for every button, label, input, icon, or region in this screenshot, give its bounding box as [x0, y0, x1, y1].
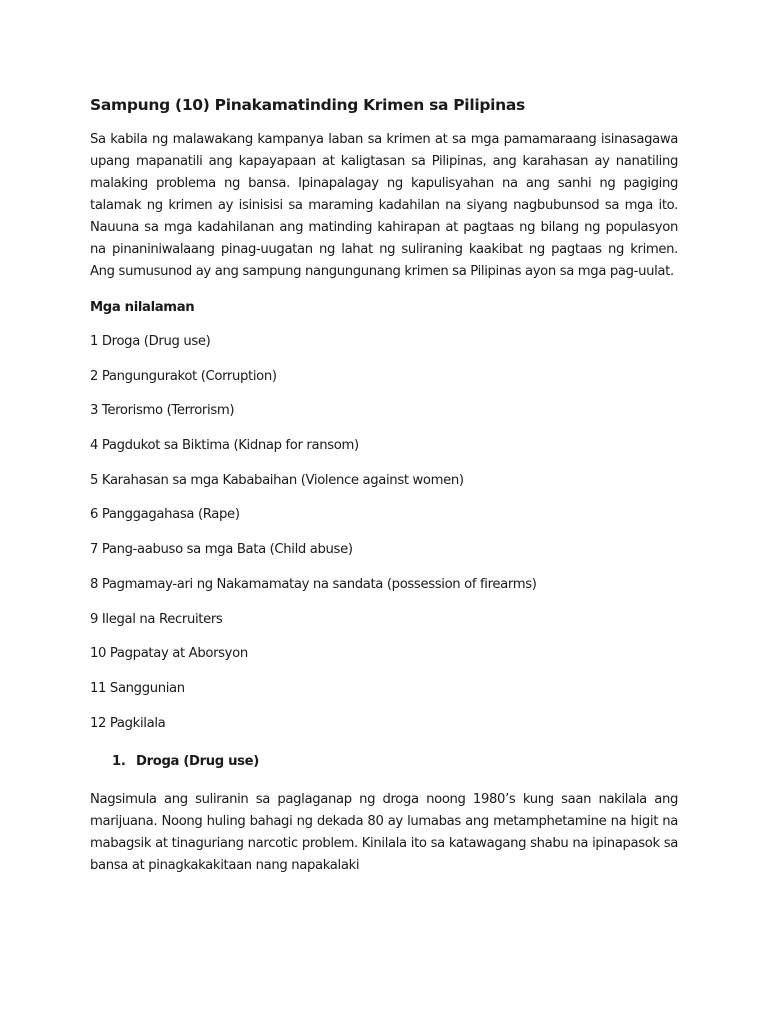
- toc-item: 11 Sanggunian: [90, 680, 185, 696]
- toc-item: 2 Pangungurakot (Corruption): [90, 368, 277, 384]
- toc-item: 5 Karahasan sa mga Kababaihan (Violence against women): [90, 472, 464, 488]
- toc-item: 8 Pagmamay-ari ng Nakamamatay na sandata (possession of firearms): [90, 576, 537, 592]
- toc-item: 10 Pagpatay at Aborsyon: [90, 646, 248, 662]
- document-page: [90, 94, 678, 877]
- toc-heading: Mga nilalaman: [90, 300, 195, 315]
- table-of-contents: [90, 331, 678, 735]
- toc-item: 3 Terorismo (Terrorism): [90, 403, 235, 419]
- section-paragraph: Nagsimula ang suliranin sa paglaganap ng droga noong 1980’s kung saan nakilala ang marijuana. Noong huling bahagi ng dekada 80 ay lumabas ang metamphetamine na higit na mabagsik at tinaguriang narcotic problem. Kinilala ito sa katawagang shabu na ipinapasok sa bansa at pinagkakakitaan nang napakalaki: [90, 791, 678, 873]
- intro-paragraph: Sa kabila ng malawakang kampanya laban sa krimen at sa mga pamamaraang isinasagawa upang mapanatili ang kapayapaan at kaligtasan sa Pilipinas, ang karahasan ay nanatiling malaking problema ng bansa. Ipinapalagay ng kapulisyahan na ang sanhi ng pagiging talamak ng krimen ay isinisisi sa maraming kadahilan na siyang nagbubunsod sa mga ito. Nauuna sa mga kadahilanan ang matinding kahirapan at pagtaas ng bilang ng populasyon na pinaniniwalaang pinag-uugatan ng lahat ng suliraning kaakibat ng pagtaas ng krimen. Ang sumusunod ay ang sampung nangungunang krimen sa Pilipinas ayon sa mga pag-uulat.: [90, 132, 678, 279]
- toc-item: 6 Panggagahasa (Rape): [90, 507, 240, 523]
- document-title: Sampung (10) Pinakamatinding Krimen sa Pilipinas: [90, 96, 525, 114]
- section-heading: [90, 751, 678, 773]
- section-title: Droga (Drug use): [136, 753, 259, 769]
- toc-item: 7 Pang-aabuso sa mga Bata (Child abuse): [90, 542, 353, 558]
- toc-item: 12 Pagkilala: [90, 715, 166, 731]
- toc-item: 4 Pagdukot sa Biktima (Kidnap for ransom): [90, 438, 359, 454]
- toc-item: 9 Ilegal na Recruiters: [90, 611, 223, 627]
- section-number: 1.: [112, 753, 126, 769]
- toc-item: 1 Droga (Drug use): [90, 334, 211, 349]
